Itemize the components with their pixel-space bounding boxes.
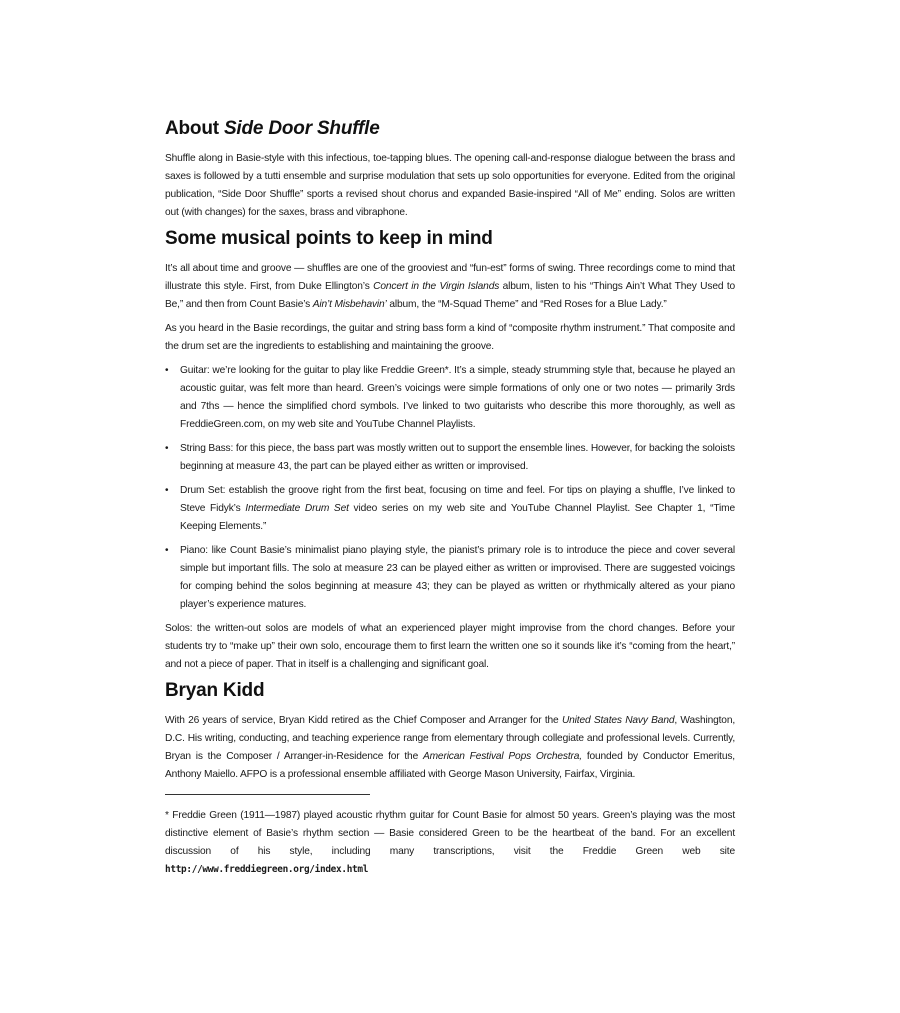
footnote-text: * Freddie Green (1911—1987) played acoustic rhythm guitar for Count Basie for almost 50 years. Green’s playing was the most distinctive element of Basie’s rhythm section — Basie considered Green to be the heartbeat of the band. For an excellent discussion of his style, including many transcriptions, visit the Freddie Green web site: [165, 810, 735, 857]
bass-text: String Bass: for this piece, the bass part was mostly written out to support the ensemble lines. However, for backing the soloists beginning at measure 43, the part can be played either as written or improvised.: [180, 443, 735, 472]
drum-series-title: Intermediate Drum Set: [245, 503, 349, 514]
list-item-drums: [165, 482, 735, 536]
bullet-icon: •: [165, 365, 169, 376]
instrument-list: [165, 362, 735, 614]
bullet-icon: •: [165, 545, 169, 556]
recordings-paragraph: [165, 260, 735, 314]
drums-text: [180, 482, 735, 536]
footnote-url-link[interactable]: http://www.freddiegreen.org/index.html: [165, 864, 369, 875]
guitar-text: Guitar: we’re looking for the guitar to play like Freddie Green*. It’s a simple, steady strumming style that, because he played an acoustic guitar, was felt more than heard. Green’s voicings were simple formations of only one or two notes — primarily 3rds and 7ths — hence the simplified chord symbols. I’ve linked to two guitarists who describe this more thoroughly, as well as FreddieGreen.com, on my web site and YouTube Channel Playlists.: [180, 365, 735, 430]
bio-heading: Bryan Kidd: [165, 680, 265, 701]
musical-points-heading: Some musical points to keep in mind: [165, 228, 493, 249]
recordings-text-3: album, the “M-Squad Theme” and “Red Roses for a Blue Lady.”: [386, 299, 667, 310]
bio-section: [165, 680, 735, 784]
album-title-basie: Ain’t Misbehavin’: [312, 299, 387, 310]
about-heading: [165, 118, 735, 140]
list-item-bass: [165, 440, 735, 476]
recordings-text-2: album, listen to his “Things Ain’t What They Used to Be,” and then from Count Basie’s: [165, 281, 736, 310]
document-page: [165, 118, 735, 885]
solos-paragraph: Solos: the written-out solos are models of what an experienced player might improvise from the chord changes. Before your students try to “make up” their own solo, encourage them to first learn the written one so it sounds like it’s “coming from the heart,” and not a piece of paper. That in itself is a challenging and significant goal.: [165, 623, 735, 670]
drums-text-1: Drum Set: establish the groove right from the first beat, focusing on time and feel. For tips on playing a shuffle, I’ve linked to Steve Fidyk’s: [180, 485, 735, 514]
about-heading-title: Side Door Shuffle: [223, 118, 380, 139]
bio-paragraph: [165, 712, 735, 784]
about-heading-prefix: About: [165, 118, 224, 139]
bio-text-1: With 26 years of service, Bryan Kidd retired as the Chief Composer and Arranger for the: [165, 715, 562, 726]
navy-band-name: United States Navy Band: [561, 715, 675, 726]
orchestra-name: American Festival Pops Orchestra,: [422, 751, 582, 762]
footnote-divider: [165, 794, 370, 795]
about-section: [165, 118, 735, 222]
musical-points-section: [165, 228, 735, 674]
piano-text: Piano: like Count Basie’s minimalist piano playing style, the pianist’s primary role is to introduce the piece and cover several simple but important fills. The solo at measure 23 can be played either as written or improvised. There are suggested voicings for comping behind the solos beginning at measure 43; they can be played as written or rhythmically altered as your piano player’s experience matures.: [180, 545, 735, 610]
bullet-icon: •: [165, 443, 169, 454]
album-title-ellington: Concert in the Virgin Islands: [373, 281, 500, 292]
bullet-icon: •: [165, 485, 169, 496]
about-paragraph: Shuffle along in Basie-style with this infectious, toe-tapping blues. The opening call-and-response dialogue between the brass and saxes is followed by a tutti ensemble and surprise modulation that sets up solo opportunities for everyone. Edited from the original publication, “Side Door Shuffle” sports a revised shout chorus and expanded Basie-inspired “All of Me” ending. Solos are written out (with changes) for the saxes, brass and vibraphone.: [165, 153, 735, 218]
list-item-piano: [165, 542, 735, 614]
recordings-text-1: It’s all about time and groove — shuffles are one of the grooviest and “fun-est” forms of swing. Three recordings come to mind that illustrate this style. First, from Duke Ellington’s: [165, 263, 735, 292]
list-item-guitar: [165, 362, 735, 434]
rhythm-paragraph: As you heard in the Basie recordings, the guitar and string bass form a kind of “composite rhythm instrument.” That composite and the drum set are the ingredients to establishing and maintaining the groove.: [165, 323, 735, 352]
footnote: [165, 807, 735, 879]
bio-text-2: , Washington, D.C. His writing, conducting, and teaching experience range from elementary through collegiate and professional levels. Currently, Bryan is the Composer / Arranger-in-Residence for the: [165, 715, 736, 762]
drums-text-2: video series on my web site and YouTube Channel Playlist. See Chapter 1, “Time Keeping Elements.”: [180, 503, 735, 532]
bio-text-3: founded by Conductor Emeritus, Anthony Maiello. AFPO is a professional ensemble affiliated with George Mason University, Fairfax, Virginia.: [165, 751, 735, 780]
